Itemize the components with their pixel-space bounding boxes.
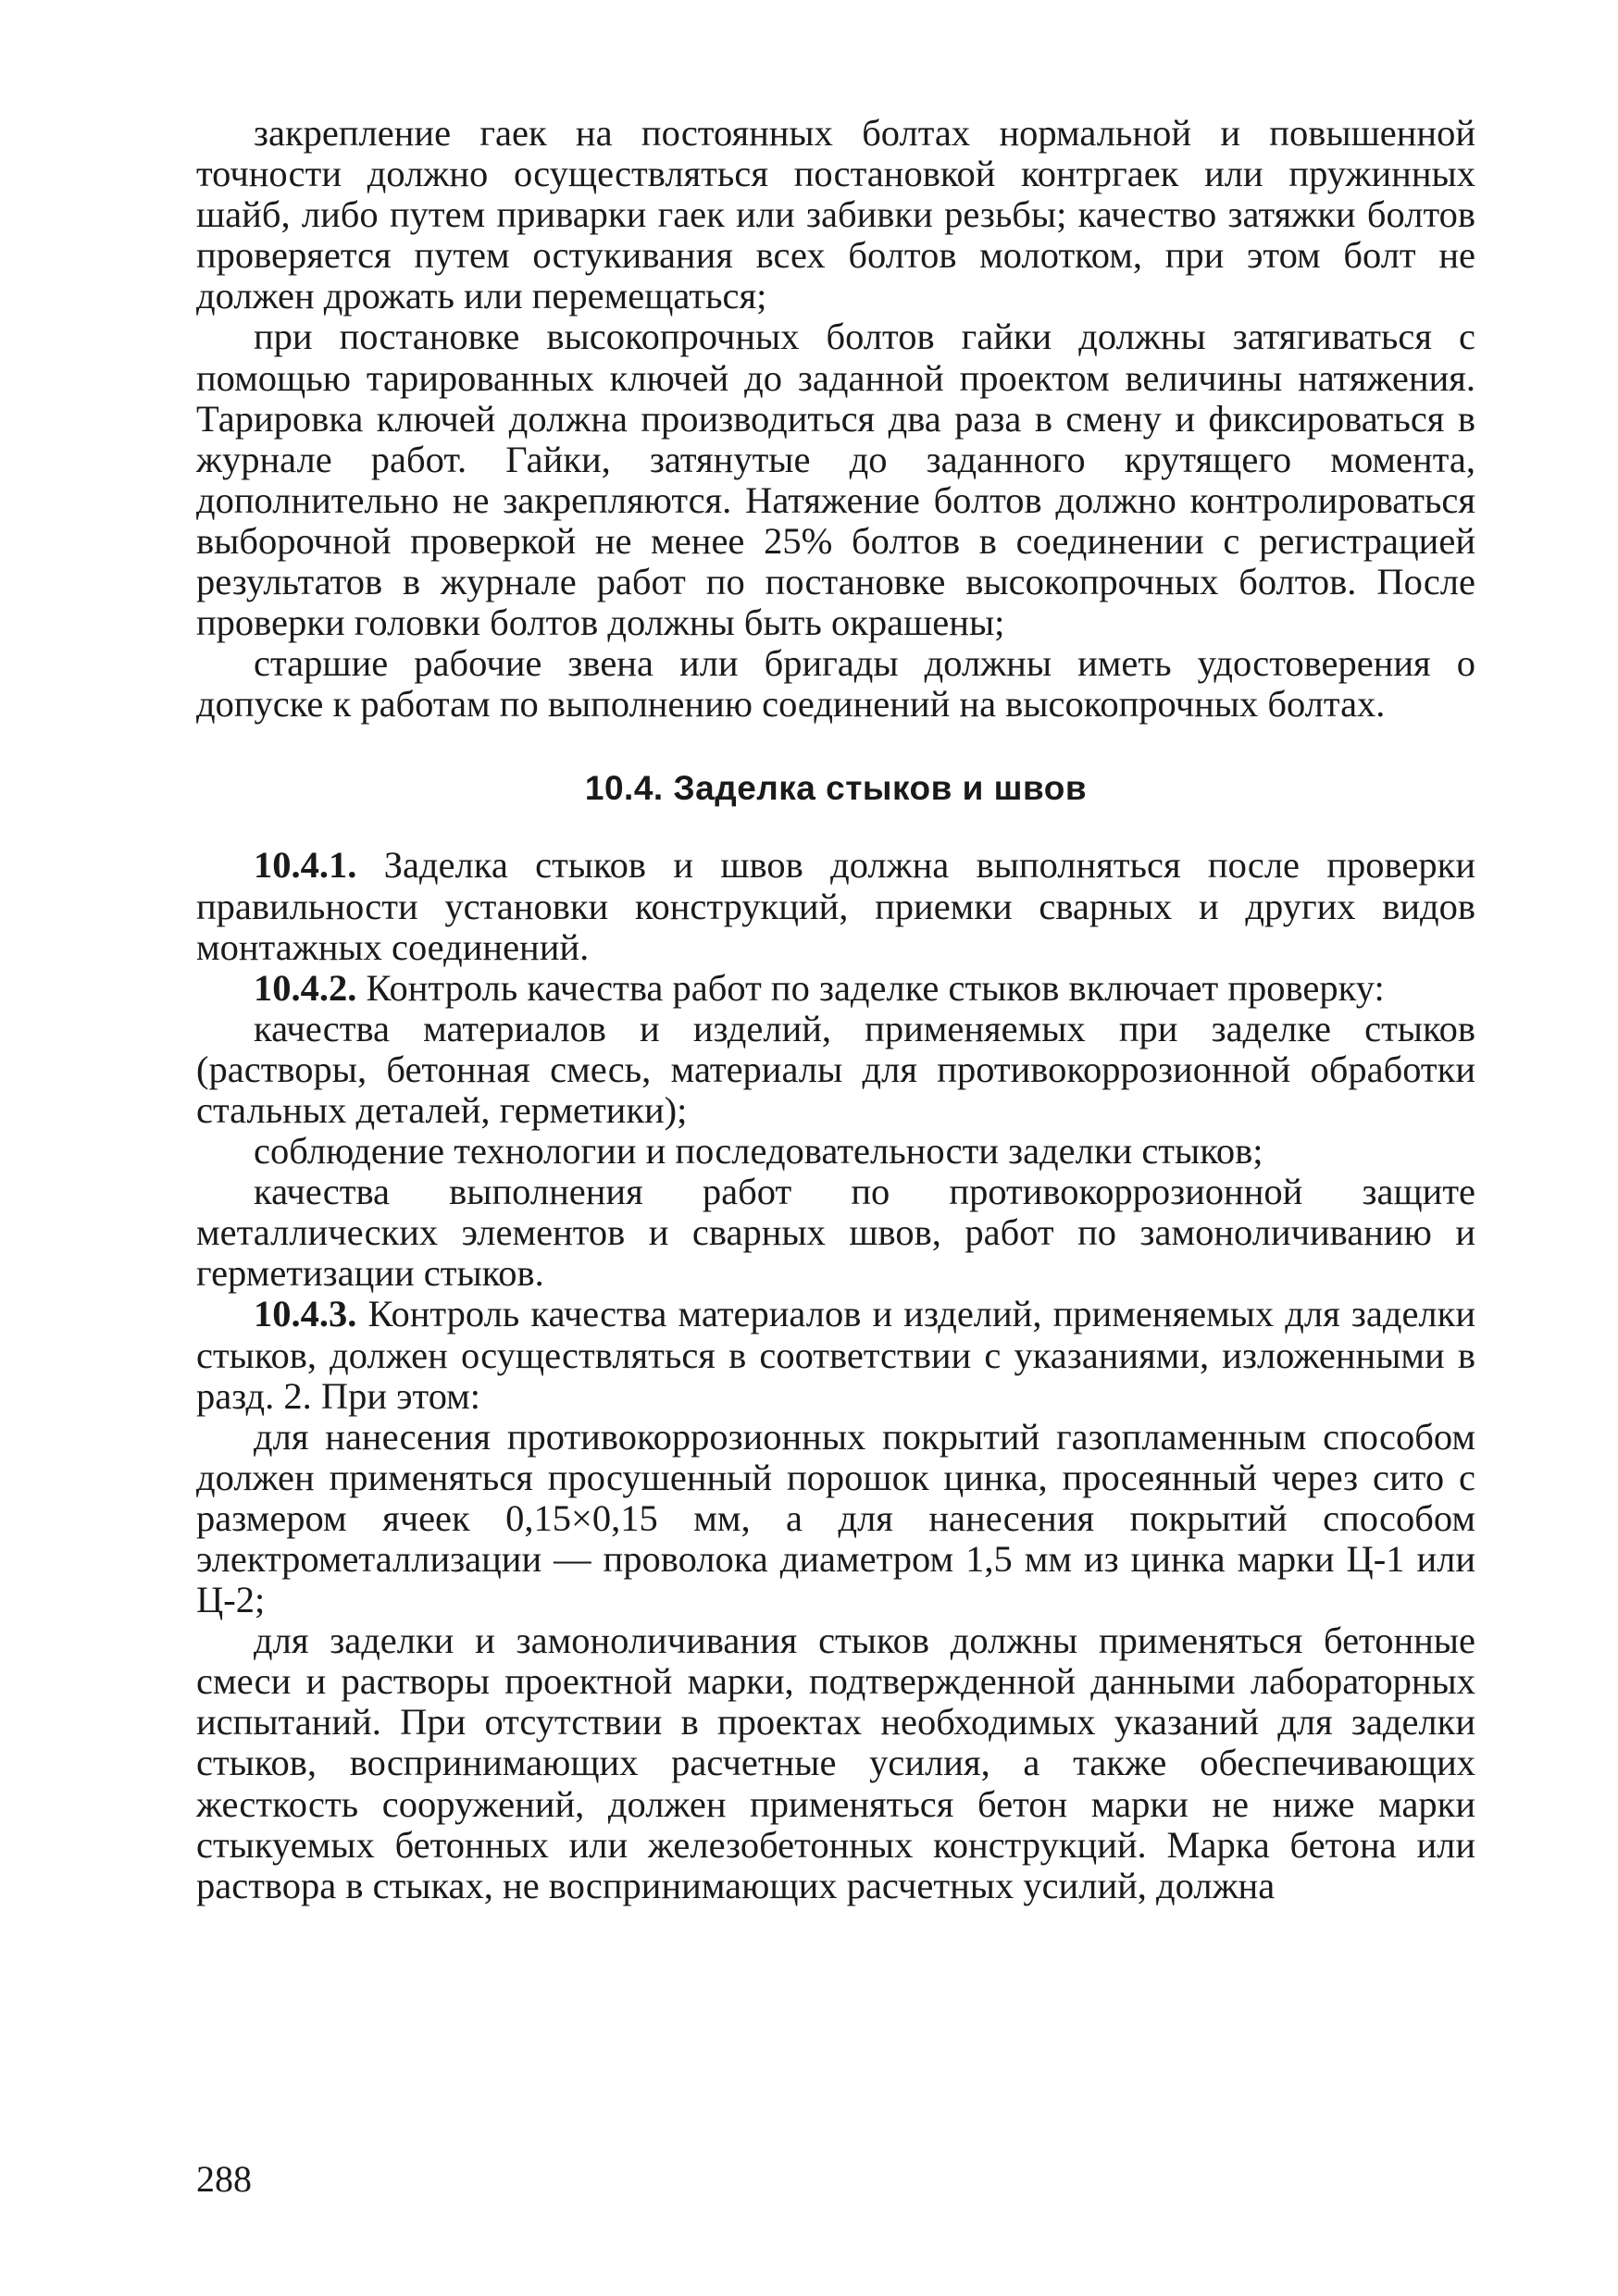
clause-text: Заделка стыков и швов должна выполняться после проверки правильности установки конструкций, приемки сварных и других видов монтажных соединений.	[196, 844, 1475, 968]
paragraph-nut-fixing: закрепление гаек на постоянных болтах нормальной и повышенной точности должно осуществляться постановкой контргаек или пружинных шайб, либо путем приварки гаек или забивки резьбы; качество затяжки болтов проверяется путем остукивания всех болтов молотком, при этом болт не должен дрожать или перемещаться;	[196, 112, 1475, 317]
list-item: для нанесения противокоррозионных покрытий газопламенным способом должен применяться просушенный порошок цинка, просеянный через сито с размером ячеек 0,15×0,15 мм, а для нанесения покрытий способом электрометаллизации — проволока диаметром 1,5 мм из цинка марки Ц-1 или Ц-2;	[196, 1415, 1475, 1621]
section-heading: 10.4. Заделка стыков и швов	[584, 769, 1088, 808]
clause-text: Контроль качества материалов и изделий, применяемых для заделки стыков, должен осуществляться в соответствии с указаниями, изложенными в разд. 2. При этом:	[196, 1293, 1475, 1417]
paragraph-senior-workers: старшие рабочие звена или бригады должны иметь удостоверения о допуске к работам по выполнению соединений на высокопрочных болтах.	[196, 642, 1475, 726]
clause-text: Контроль качества работ по заделке стыков включает проверку:	[356, 966, 1385, 1009]
clause-10-4-2	[196, 968, 1475, 1009]
list-item: качества материалов и изделий, применяемых при заделке стыков (растворы, бетонная смесь, материалы для противокоррозионной обработки стальных деталей, герметики);	[196, 1007, 1475, 1131]
page-body	[196, 113, 1475, 1906]
paragraph-high-strength-bolts: при постановке высокопрочных болтов гайки должны затягиваться с помощью тарированных ключей до заданной проектом величины натяжения. Тарировка ключей должна производиться два раза в смену и фиксироваться в журнале работ. Гайки, затянутые до заданного крутящего момента, дополнительно не закрепляются. Натяжение болтов должно контролироваться выборочной проверкой не менее 25% болтов в соединении с регистрацией результатов в журнале работ по постановке высокопрочных болтов. После проверки головки болтов должны быть окрашены;	[196, 316, 1475, 644]
clause-number: 10.4.1.	[254, 844, 357, 887]
clause-number: 10.4.3.	[254, 1293, 357, 1335]
page-number: 288	[196, 2158, 252, 2200]
clause-number: 10.4.2.	[254, 966, 357, 1009]
clause-10-4-1	[196, 845, 1475, 967]
list-item: для заделки и замоноличивания стыков должны применяться бетонные смеси и растворы проектной марки, подтвержденной данными лабораторных испытаний. При отсутствии в проектах необходимых указаний для заделки стыков, воспринимающих расчетные усилия, а также обеспечивающих жесткость сооружений, должен применяться бетон марки не ниже марки стыкуемых бетонных или железобетонных конструкций. Марка бетона или раствора в стыках, не воспринимающих расчетных усилий, должна	[196, 1620, 1475, 1906]
clause-10-4-3	[196, 1294, 1475, 1416]
list-item: качества выполнения работ по противокоррозионной защите металлических элементов и сварных швов, работ по замоноличиванию и герметизации стыков.	[196, 1171, 1475, 1295]
list-item: соблюдение технологии и последовательности заделки стыков;	[254, 1130, 1263, 1173]
